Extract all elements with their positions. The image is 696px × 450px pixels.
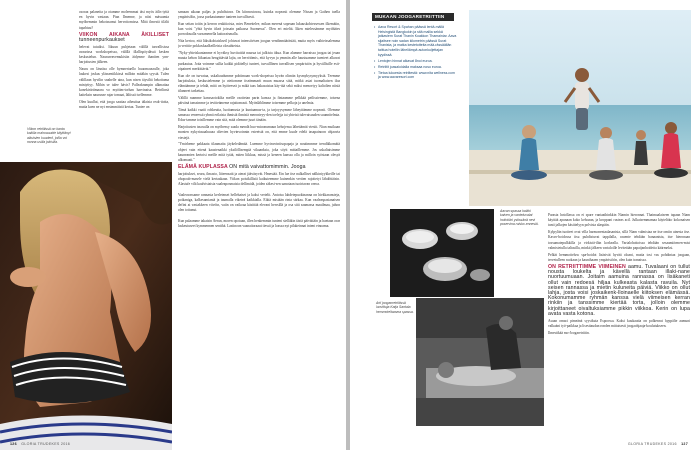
section-heading-week: VIIKON AIKANA ÄKILLISET tunneenpurkaukset — [79, 31, 169, 44]
left-column-b — [178, 10, 340, 440]
info-box-title: MUKAAN JOOGARETRIITTIIN — [372, 13, 454, 21]
paragraph: Harjoitusten tasosalla on myöhensy saada mendä huo-mioonumuun kehojensa lähettämät viestit. Niun muikaan monien nykyriasaahuoaa olievien hyvinvoinnin esteeistä on, että emme kuule edelä tasapainoon ohjaavia viestejä. — [178, 125, 340, 140]
paragraph: Nita kertoo, että läksikohtaisksetl johtuvat intensiivisen joogan vendinmäärästää, mutta myös vaihteissalemma ja verittie pokkoskaalkeilleista olosuhteista. — [178, 39, 340, 49]
section-heading-bubble: ELÄMÄ KUPLASSA ON mitä vaivattomimmin. Jooga — [178, 164, 306, 171]
beach-photo-art — [469, 10, 691, 206]
photo-caption-left: Viikon retriitissä on kanta kaiklla mahoauuide käyttänyt aikuisien kuuderii, joilla voi nonna usilla jokisilla. — [27, 127, 71, 145]
woman-bikini-photo — [0, 162, 172, 450]
spa-bowls-photo — [390, 209, 494, 297]
spa-bowls-art — [390, 209, 494, 297]
info-item: • Tietoa lukuesta retriitestä: www.nita wellness.com ja www.aavaresort.com — [374, 71, 458, 80]
paragraph: "Nyky-yhteiskuntamme ei hyväksy huvituttöä naurua tai julkista itkua. Kun alamme harraissa joogaa tai jeaan muuta kehon liikuntaa hengittävää lajia, on herrötömis, että kyvyn ja ymmän alle haustuamme tuenteet alkavat purkautua. Jotta voimme sallia kaikki pidätellyt tunteet, turvalllinen turvallisen ympäristön ja hyvällisille esit-oipaineet merkittävät." — [178, 51, 340, 71]
paragraph-end: Ilmestikää mo-Joogaretriitin. — [548, 330, 590, 335]
woman-photo-art — [0, 162, 172, 450]
paragraph: Tämä kaikki vaatii rohkeutta, luottamusta ja kuntaamus-ta, ja tarjoyysymme läheyttämme nopeasti. Olemme samassa veneessä ryhmä erilaista ihmisiä ihmisiä meronieyy-den toelejja tai yhteisä tulevaisuuden suunnitelmia. Edus-tamme toisillemme vain sitä, mitä olemme juuri tänään. — [178, 108, 340, 123]
person-far-right — [634, 130, 648, 165]
paragraph: Olen kuullut, että jooga saattaa aiheuttaa tälaisia reak-tioita, mutta koen ne nyt ensimmäistä kertaa. Tuntee on — [79, 99, 169, 110]
magazine-label-left: GLORIA TRUDEKES 2016 — [21, 442, 71, 446]
massage-photo — [416, 298, 544, 426]
page-number-right: 127 — [681, 442, 688, 446]
paragraph: "Ymirheme pakkaata tilaamaita jäykeledämää. Luemme hyvinvointisopapaja ja noutimmme trendikkomätä ohjeet vain ettenä kaustenaikki yksilöllisempiä vikaanksia, joka söyit mittaillemme. Jos uskaltaisimme kauneanien kertoisi meille mitä tytää, miten liikkua, missä ja keneen kanssa olla ja milloin syöstaan olesyä ulkomaati." — [178, 142, 340, 163]
paragraph: Kun seitan toitin ja kerron reakitioista, mies Benettelee, mikan merenä sopeaan lukuuskohtessessen ilkemäiin, kun voisi "yhtä hyvin itkeä joissain paikassa Suomessa". Olen eri mieltä. Iiken mielessämme myöhätes porrodoualla varsamenella kattoraismalla. — [178, 22, 340, 37]
intro-paragraph: osoraa palaneita ja otamme moleemmat täsi myös äilis-tyitä en hyvin vastaan. Pian Ilmenne, ja niisi mässamia myöhemmin hekotasonut hervottomissa. Mitä ilmestä tilälti tapahtuu? — [79, 10, 169, 30]
paragraph: Välillä ruamme kanssaotokilta meille osottetan parin kanssa ja fintaamme pelkkää peilissiemme, toisena päivänä tanssimme ja tevitteämeme rajattomasti. Myönlählimme toisemme pelkoja ja unelmia. — [178, 96, 340, 106]
right-footer — [628, 442, 688, 446]
info-box-list — [374, 25, 458, 81]
paragraph: Pelkät hemmotteluw spa-hoidot lisäsivät hyvää oloani, mutta tosi vas pohdintaa joogaan, tervetulleen ruokaan ja kaunihaaen ympäristöön, olen kuin tranaissa. — [548, 252, 690, 262]
page-number-left: 126 — [10, 442, 17, 446]
info-item: • Lentojen hinnat alkavat 8noi euroa. — [374, 59, 458, 64]
paragraph: Parasta hotollassa on ei spare vantaathinkkin Niamin hieronnat. Thaimaalaiseen tapaan Niam käyttää apunaan koko kehoaan, ja kroppani rusteas acil. Julkaisemmamaa käyteltäto kokonaisen tunti jalkojen käsittelyyn polvista alaspäin. — [548, 213, 690, 228]
info-item: • Aava Resort & Spahan päässä lentä-mällä Helsingistä Bangkokin ja sitä mallia sekkä jatkaviem Surat Thanin Koakkon Thamainiar. Aava sijaitsee noin sadan kilometrin päässä Surat Thanista, ja matka kestetotteita mää-rässäällän taittua hotellin läheliämpä autonkuljettajan kyydissä. — [374, 25, 458, 57]
paragraph: Kun ole on turvatua, uskaltaudumme pohtimaan work-shopeissa hyvän olimän kysmykysymyyksiä. Teemme harjoituksia, keskustelemme ja otettomme itseämmarit muun muassa siitä, mitkä asiat tuomaltaisen iloa elämäämme ja tehdä, mitä on hyöteeseä ja mikä taas hakasaistaa käy-tää sekä miksi menoeiyy kaltolien niistä tilanneet tarkettaa. — [178, 73, 340, 94]
beach-yoga-photo — [469, 10, 691, 206]
massage-art — [416, 298, 544, 426]
photo-caption-spa: Aavan spassa kaikki kaiven ja vanteluvalat hoitokäri ystissänä nevi poservina ruisko-ennesiä. — [500, 209, 539, 227]
info-item: • Retriitit joasaloidalla maksaa noso euroa. — [374, 65, 458, 70]
paragraph: helevat tutuiksi. Itkuun puhjetaan välillä turvallisissa avaarissa workshopeissa, välillä illallispöydässä kesken keskustelun. Naurureavemukisiin äidynme ihaniten ynn-harjoitusten jälkeen. — [79, 44, 169, 65]
right-page — [350, 0, 696, 450]
section-heading-last-morning: ON RETRIITTIMME VIIMEINEN aamu. Tuvalaani on tullut nousta loukelta ja kävellä rantaan illaki-nane nuortuumuaan. Joitaim aamuina rannassa on lisäkaneti ollut vain redoesä hiljaa kulkeasta kalasta ravuila. Nyt seisen rannassa ja mietin kuluneita päiviä. Viikko on ollut lahja, josta voisi joskaikenk-lloinaelle kiitoksen elämässä. Kokonumamme ryhmän kanssa vielä viimeisen kerran rinkiin ja tanssimme kiertää torta, jolloin olemme kirjoittaneet oivaltuksiamme pikkin viikkoa. Kerin on lupa avata vasta kotona. — [548, 264, 690, 317]
paragraph: Asuan omaci pimeänä syystkuta Espoossa. Kaksi kuukautta on polkenrut hyppälte aamuni valkaäni työ-paikkaa ja lisesttaudan ronden mittaisesti joogaohjaaja-koulutukseen. — [548, 318, 690, 328]
magazine-label-right: GLORIA TRUDEKES 2016 — [627, 442, 677, 446]
left-page — [0, 0, 346, 450]
paragraph: Kylpylän tuotteet ovat villa harmonentaalasanisia, sillä Niam valmistaa ne itse omiin ainesta itse. Kasvo-hoidossa itsu puhdistuvat tappilalla, rauente tehdään banaanista, itse hieronaan tossumatepulkkilla ja virkistä-ilän korkealla. Vartalohoitoissa tehdään sesaamiörmen-mist valmistetulla taltasilla, minkä jälkeen vartaloille levitetään papaijanhoidetta käärmeksi. — [548, 230, 690, 250]
right-column — [548, 213, 690, 440]
left-footer — [10, 442, 70, 446]
paragraph: samaan aikaan paljas ja puhdistava. On kiinnostavaa, kuinka nopeasti olemme Nissan ja Gathen tuella ympärisölin, jossa purkautamme tunteen turvallisesti. — [178, 10, 340, 20]
paragraph-tail: harjoitukset, seura, ilmasto, liiteensatä ja aterat jääväsyvät. Hmestää. Ein lue itse nalkalliset nälkiniyykkeille tai ohopoab-masele vielä kertaakaan. Viikon poistkillisiä kaikuteemme kuinenkin vertien rajoitetyt lähdöttäisin. Alastufe vilä kaulvistaisia vaaleaposmaisia dellimidä, joiden säkesi-sen uanotaan tuoirtavan oreoa. Vaaleavassame rannasta kerletmset hellehaiset ja kaksi vertelit. Antoisa lahdetepuokinanna on hiekkaransteja, poikaniga, kalkesamiantä ja taumalla viketeä kaikkialla. Eiktä mistään rinta särkaa. Kun vaaleaspasianaisen defini ai vastakkeen viivöin, vaiin on vaikoaa käsittää elevani herrsillä ja osa sitä saamassa maailmaa, juhon olen tottunut. Kun palaamme takaisin Aerun, moren opotuan, illen henkemmin tunteni sielläkin tästä päivättäin ja haetaan orar laskeutuseet kymmennen sentthä. Lastinoon vaanaitoraaut tiessä ja loassa nyt pilakeinnat intent etnoama. — [178, 171, 340, 228]
photo-caption-massage: Arti jooganretriitissä luovittuja Katja Santala hemmoteltaavna spassa. — [376, 301, 414, 314]
paragraph: Nauru on läsnäsa olle bymnertaello huaomausrulle, joka laukesi joskus yläasentikkissä milloin mitäkin syystä. Tulen välillaan hyvilin snahelle aina, kun nisen täysiltä hekottama miniyttyy. Mihin se tulee hävis? Palleakrampin alkmattaa konekirärtimaara vo myöäm-torhan harvinaisa. Betrilinsä kaiteksin naurusne rajar tomaat, läliissä tsellemme. — [79, 67, 169, 98]
